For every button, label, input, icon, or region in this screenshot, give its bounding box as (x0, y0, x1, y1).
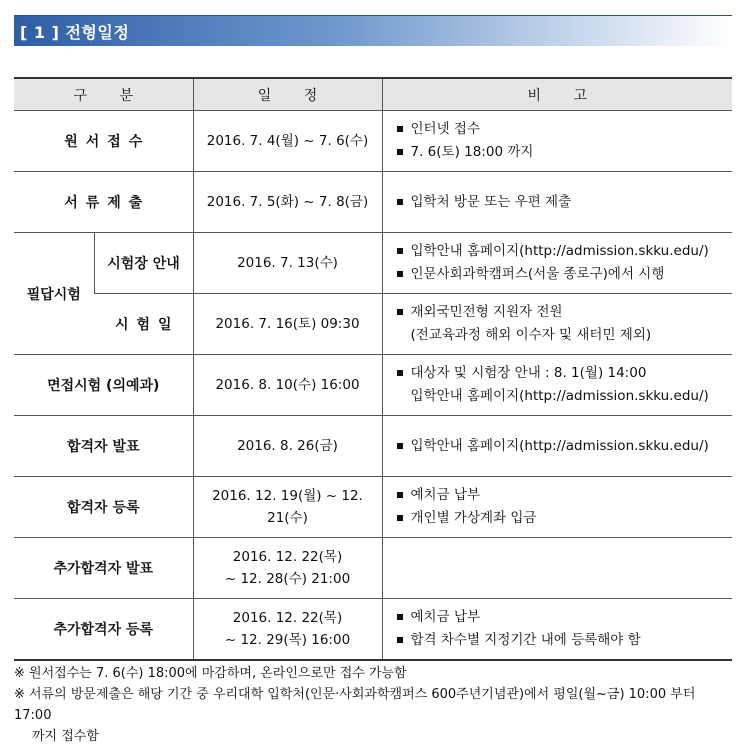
table-row (14, 416, 732, 477)
row-notes (382, 477, 732, 538)
row-date: 2016. 8. 10(수) 16:00 (193, 355, 382, 416)
header-category: 구 분 (14, 78, 193, 111)
bullet-square-icon (397, 443, 403, 449)
row-category: 서류제출 (14, 172, 193, 233)
note-text: 합격 차수별 지정기간 내에 등록해야 함 (410, 632, 641, 648)
table-row (14, 477, 732, 538)
row-date: 2016. 7. 13(수) (193, 233, 382, 294)
footnote-continuation: 까지 접수함 (32, 729, 99, 744)
bullet-square-icon (397, 492, 403, 498)
row-date: 2016. 7. 4(월) ~ 7. 6(수) (193, 111, 382, 172)
row-date (193, 538, 382, 599)
note-text: 인문사회과학캠퍼스(서울 종로구)에서 시행 (410, 266, 665, 282)
bullet-square-icon (397, 370, 403, 376)
date-line: 2016. 12. 22(목) (232, 610, 343, 626)
row-category: 추가합격자 등록 (14, 599, 193, 661)
row-group-category: 필답시험 (14, 233, 94, 355)
row-category: 원서접수 (14, 111, 193, 172)
header-notes: 비 고 (382, 78, 732, 111)
row-date: 2016. 7. 16(토) 09:30 (193, 294, 382, 355)
table-row (14, 111, 732, 172)
row-date: 2016. 12. 19(월) ~ 12. 21(수) (193, 477, 382, 538)
note-text: 재외국민전형 지원자 전원 (410, 304, 563, 320)
row-notes (382, 538, 732, 599)
row-category: 합격자 발표 (14, 416, 193, 477)
row-subcategory: 시험일 (94, 294, 193, 355)
date-line: ~ 12. 29(목) 16:00 (224, 632, 351, 648)
note-text: 예치금 납부 (410, 609, 480, 625)
table-row (14, 233, 732, 294)
bullet-square-icon (397, 149, 403, 155)
header-date: 일 정 (193, 78, 382, 111)
row-category: 면접시험 (의예과) (14, 355, 193, 416)
note-text: 예치금 납부 (410, 487, 480, 503)
note-text: (전교육과정 해외 이수자 및 새터민 제외) (410, 327, 652, 343)
table-header-row (14, 78, 732, 111)
row-date: 2016. 8. 26(금) (193, 416, 382, 477)
row-notes (382, 355, 732, 416)
row-notes (382, 233, 732, 294)
bullet-square-icon (397, 309, 403, 315)
row-date: 2016. 7. 5(화) ~ 7. 8(금) (193, 172, 382, 233)
row-notes (382, 172, 732, 233)
bullet-square-icon (397, 271, 403, 277)
schedule-table (14, 77, 732, 661)
section-banner (14, 15, 732, 46)
date-line: ~ 12. 28(수) 21:00 (224, 571, 351, 587)
bullet-square-icon (397, 248, 403, 254)
row-category: 추가합격자 발표 (14, 538, 193, 599)
row-notes (382, 294, 732, 355)
footnote: ※ 원서접수는 7. 6(수) 18:00에 마감하며, 온라인으로만 접수 가능함 (14, 666, 407, 681)
note-text: 대상자 및 시험장 안내 : 8. 1(월) 14:00 (410, 365, 647, 381)
note-text: 입학처 방문 또는 우편 제출 (410, 193, 572, 210)
bullet-square-icon (397, 637, 403, 643)
note-text: 입학안내 홈페이지(http://admission.skku.edu/) (410, 243, 709, 259)
bullet-square-icon (397, 515, 403, 521)
note-text: 입학안내 홈페이지(http://admission.skku.edu/) (410, 437, 709, 454)
footnote: ※ 서류의 방문제출은 해당 기간 중 우리대학 입학처(인문·사회과학캠퍼스 600주년기념관)에서 평일(월~금) 10:00 부터 17:00 (14, 687, 696, 723)
table-row (14, 599, 732, 661)
note-text: 입학안내 홈페이지(http://admission.skku.edu/) (410, 388, 709, 404)
section-title: [ 1 ] 전형일정 (20, 23, 130, 42)
bullet-square-icon (397, 614, 403, 620)
table-row (14, 172, 732, 233)
row-subcategory: 시험장 안내 (94, 233, 193, 294)
date-line: 2016. 12. 22(목) (232, 549, 343, 565)
row-notes (382, 416, 732, 477)
row-date (193, 599, 382, 661)
bullet-square-icon (397, 126, 403, 132)
table-row (14, 294, 732, 355)
table-row (14, 538, 732, 599)
row-notes (382, 599, 732, 661)
table-row (14, 355, 732, 416)
footnotes (14, 663, 734, 747)
note-text: 개인별 가상계좌 입금 (410, 510, 537, 526)
row-category: 합격자 등록 (14, 477, 193, 538)
bullet-square-icon (397, 199, 403, 205)
row-notes (382, 111, 732, 172)
note-text: 인터넷 접수 (410, 121, 480, 137)
note-text: 7. 6(토) 18:00 까지 (410, 144, 534, 160)
